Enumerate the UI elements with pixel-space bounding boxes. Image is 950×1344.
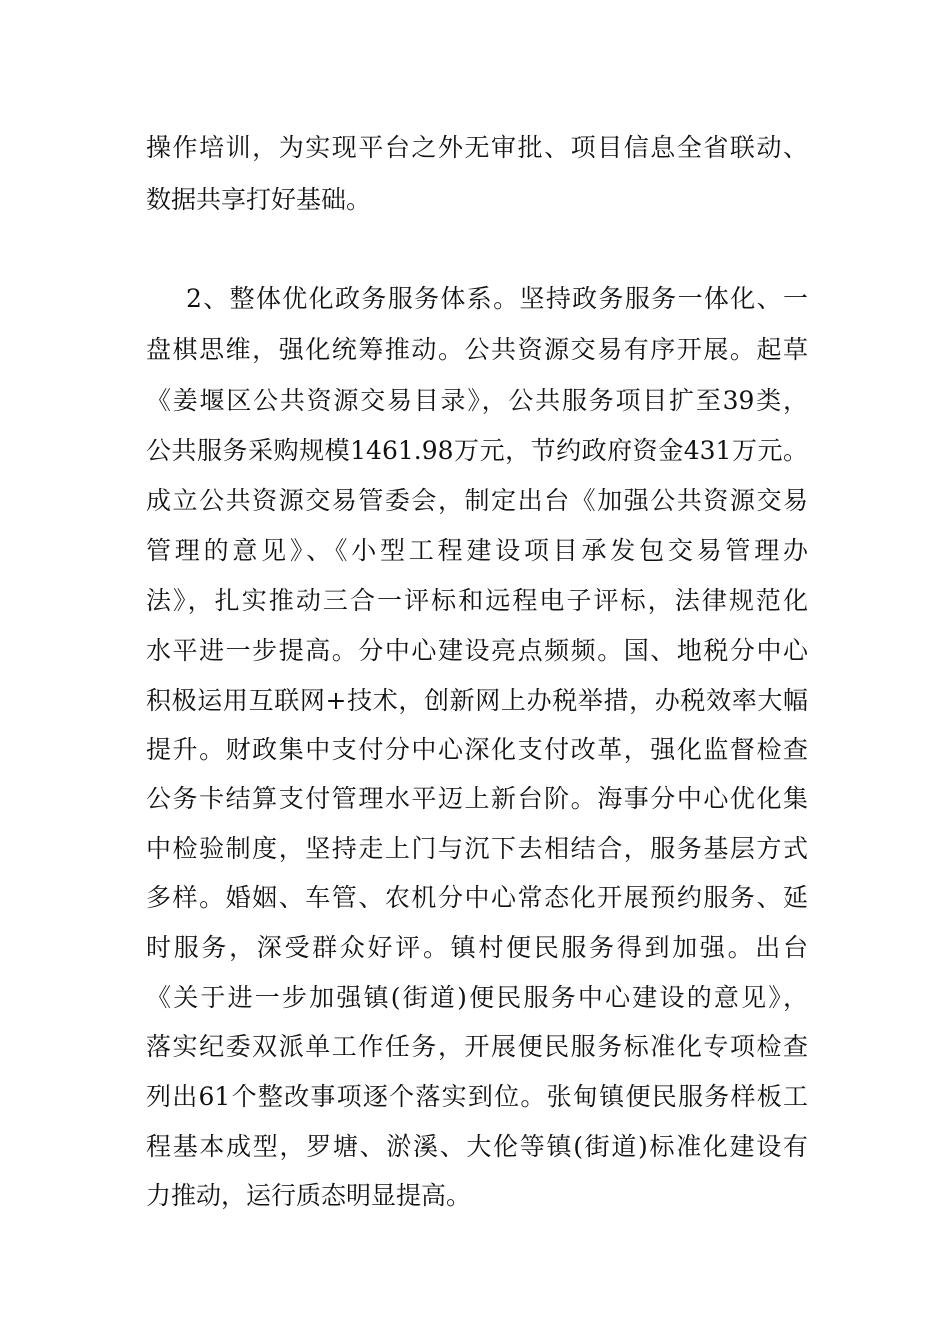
text-line: 成立公共资源交易管委会，制定出台《加强公共资源交易 [146, 486, 808, 515]
text-line: 多样。婚姻、车管、农机分中心常态化开展预约服务、延 [146, 883, 808, 912]
text-line: 落实纪委双派单工作任务，开展便民服务标准化专项检查 [146, 1032, 808, 1061]
text-line: 列出61个整改事项逐个落实到位。张甸镇便民服务样板工 [146, 1082, 808, 1111]
text-line: 程基本成型，罗塘、淤溪、大伦等镇(街道)标准化建设有 [146, 1132, 808, 1161]
text-line: 中检验制度，坚持走上门与沉下去相结合，服务基层方式 [146, 834, 808, 863]
text-line: 《姜堰区公共资源交易目录》，公共服务项目扩至39类， [146, 386, 808, 415]
text-line: 数据共享打好基础。 [146, 185, 372, 214]
text-line: 2、整体优化政务服务体系。坚持政务服务一体化、一 [186, 284, 808, 313]
text-line: 积极运用互联网+技术，创新网上办税举措，办税效率大幅 [146, 686, 808, 715]
text-line: 公共服务采购规模1461.98万元，节约政府资金431万元。 [146, 436, 808, 465]
text-line: 《关于进一步加强镇(街道)便民服务中心建设的意见》， [146, 983, 808, 1012]
text-line: 盘棋思维，强化统筹推动。公共资源交易有序开展。起草 [146, 335, 808, 364]
text-line: 时服务，深受群众好评。镇村便民服务得到加强。出台 [146, 933, 808, 962]
text-line: 操作培训，为实现平台之外无审批、项目信息全省联动、 [146, 133, 808, 162]
text-line: 管理的意见》、《小型工程建设项目承发包交易管理办 [146, 536, 808, 565]
text-line: 水平进一步提高。分中心建设亮点频频。国、地税分中心 [146, 636, 808, 665]
text-line: 提升。财政集中支付分中心深化支付改革，强化监督检查 [146, 735, 808, 764]
text-line: 法》，扎实推动三合一评标和远程电子评标，法律规范化 [146, 586, 808, 615]
text-line: 力推动，运行质态明显提高。 [146, 1181, 472, 1210]
text-line: 公务卡结算支付管理水平迈上新台阶。海事分中心优化集 [146, 784, 808, 813]
